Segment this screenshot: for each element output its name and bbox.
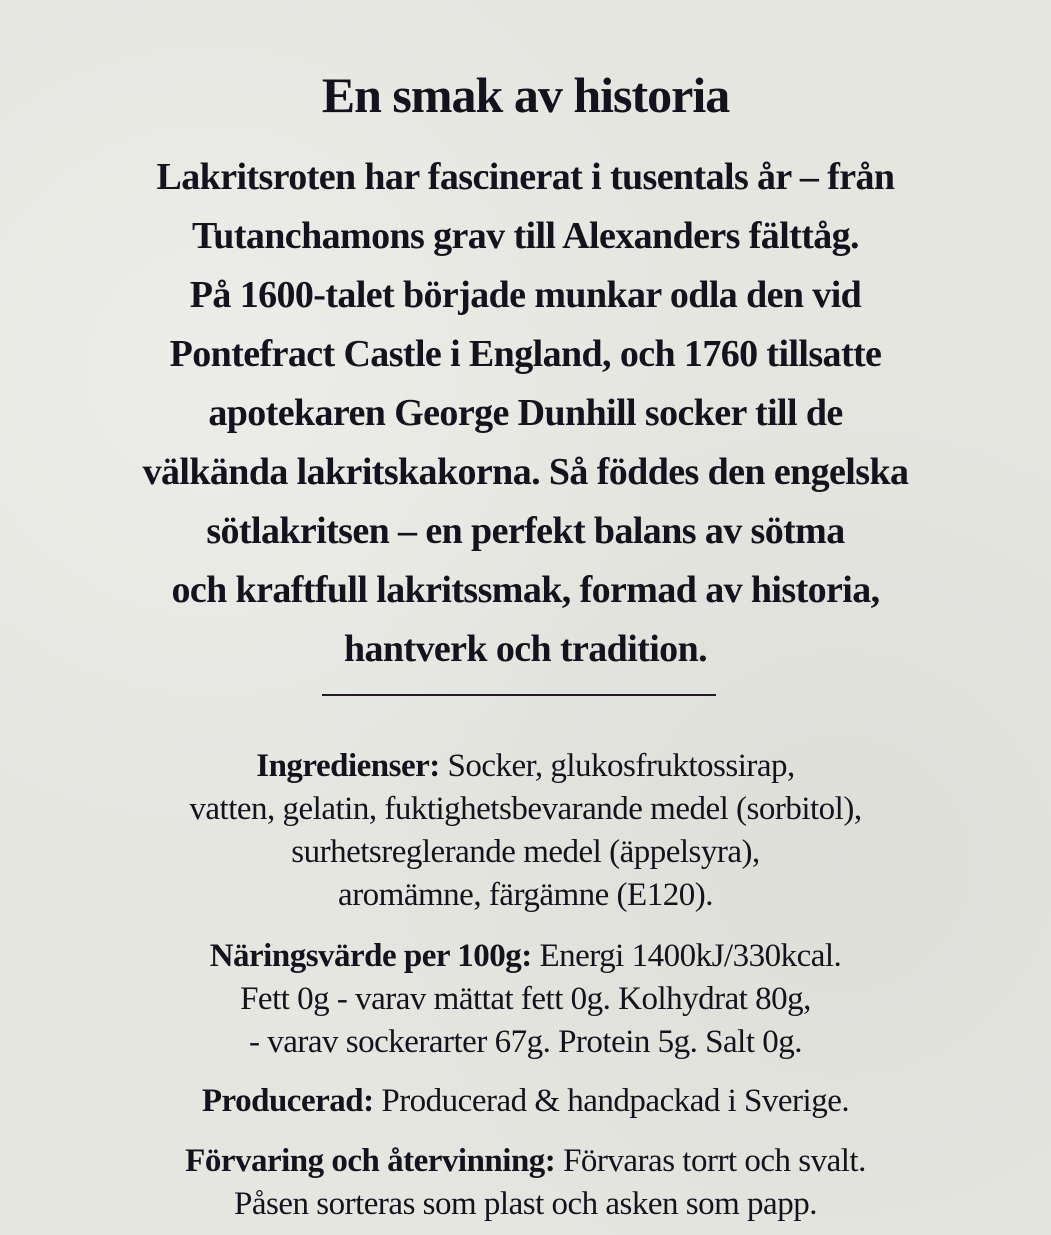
story-line: På 1600-talet började munkar odla den vid [189,274,862,316]
story-line: Lakritsroten har fascinerat i tusentals år – från [156,156,895,198]
nutrition-first-line [0,935,1051,978]
page-title: En smak av historia [321,67,730,123]
ingredients-section [0,745,1051,917]
ingredients-first-line [0,745,1051,788]
storage-label: Förvaring och återvinning: [185,1143,556,1179]
storage-section [0,1140,1051,1226]
nutrition-label: Näringsvärde per 100g: [209,938,532,974]
ingredients-label: Ingredienser: [256,748,440,784]
story-line: Tutanchamons grav till Alexanders fälttåg. [192,215,859,257]
nutrition-line: - varav sockerarter 67g. Protein 5g. Salt 0g. [248,1024,802,1060]
storage-first-line [0,1140,1051,1183]
produced-label: Producerad: [201,1083,374,1119]
produced-line [0,1080,1051,1123]
history-paragraph [0,148,1051,679]
story-line: apotekaren George Dunhill socker till de [208,392,843,434]
nutrition-section [0,935,1051,1064]
story-line: och kraftfull lakritssmak, formad av historia, [171,569,880,611]
nutrition-line: Fett 0g - varav mättat fett 0g. Kolhydrat 80g, [240,981,811,1017]
ingredients-text: Socker, glukosfruktossirap, [439,748,795,784]
story-line: välkända lakritskakorna. Så föddes den engelska [142,451,909,493]
story-line: sötlakritsen – en perfekt balans av sötma [206,510,845,552]
ingredients-line: surhetsreglerande medel (äppelsyra), [291,834,760,870]
story-line: Pontefract Castle i England, och 1760 tillsatte [169,333,882,375]
story-line: hantverk och tradition. [343,628,708,670]
storage-text: Förvaras torrt och svalt. [555,1143,866,1179]
produced-text: Producerad & handpackad i Sverige. [373,1083,850,1119]
produced-section [0,1080,1051,1123]
section-divider [322,694,716,696]
storage-line: Påsen sorteras som plast och asken som papp. [234,1186,817,1222]
ingredients-line: aromämne, färgämne (E120). [338,877,713,913]
nutrition-energy: Energi 1400kJ/330kcal. [531,938,842,974]
ingredients-line: vatten, gelatin, fuktighetsbevarande medel (sorbitol), [189,791,862,827]
